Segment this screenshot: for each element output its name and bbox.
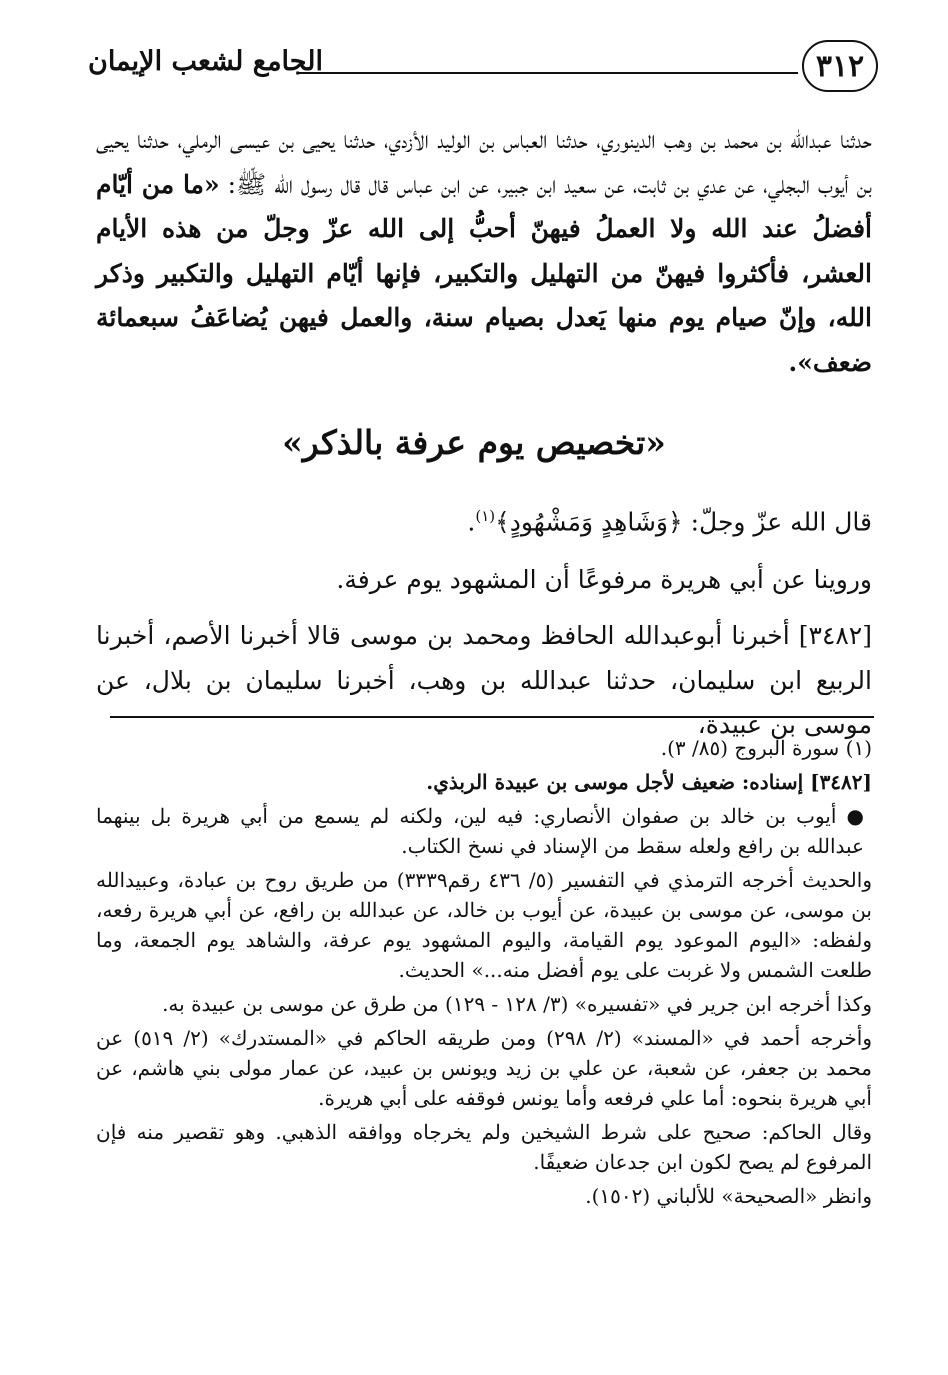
footnote-ref: (١) — [475, 507, 496, 525]
verse-end: . — [467, 507, 476, 537]
header-rule — [298, 72, 798, 74]
main-paragraph — [96, 118, 872, 385]
hadith-matn: «ما من أيّام أفضلُ عند الله ولا العملُ فيهنّ أحبُّ إلى الله عزّ وجلّ من هذه الأيام العشر، فأكثروا فيهنّ من التهليل والتكبير، فإنها أيّام التهليل والتكبير وذكر الله، وإنّ صيام يوم منها يَعدل بصيام سنة، والعمل فيهن يُضاعَفُ سبعمائة ضعف». — [96, 169, 872, 377]
hadith-number: [٣٤٨٢] — [798, 621, 872, 650]
narration-line: وروينا عن أبي هريرة مرفوعًا أن المشهود يوم عرفة. — [336, 565, 872, 594]
section-title: «تخصيص يوم عرفة بالذكر» — [282, 423, 666, 462]
footnote-item: ● أيوب بن خالد بن صفوان الأنصاري: فيه لين، ولكنه لم يسمع من أبي هريرة بل بينهما عبدالله بن رافع ولعله سقط من الإسناد في نسخ الكتاب. — [96, 804, 864, 858]
footnote-separator — [110, 716, 874, 718]
verse-intro: قال الله عزّ وجلّ: — [682, 507, 872, 537]
book-title: الجامع لشعب الإيمان — [88, 46, 323, 77]
verse-line — [96, 494, 872, 544]
footnote-item: وانظر «الصحيحة» للألباني (١٥٠٢). — [585, 1184, 872, 1208]
footnotes — [96, 733, 872, 1215]
hadith-chain: أخبرنا أبوعبدالله الحافظ ومحمد بن موسى قالا أخبرنا الأصم، أخبرنا الربيع ابن سليمان، حدثنا عبدالله بن وهب، أخبرنا سليمان بن بلال، عن موسى بن عبيدة، — [96, 621, 872, 739]
footnote-item: (١) سورة البروج (٨٥/ ٣). — [660, 736, 872, 760]
running-header — [88, 40, 878, 98]
isnad-chain: حدثنا عبدالله بن محمد بن وهب الدينوري، حدثنا العباس بن الوليد الأزدي، حدثنا يحيى بن عيسى الرملي، حدثنا يحيى بن أيوب البجلي، عن عدي بن ثابت، عن سعيد ابن جبير، عن ابن عباس قال قال رسول الله ﷺ: — [96, 125, 872, 199]
page-number: ٣١٢ — [802, 40, 878, 92]
footnote-item: [٣٤٨٢] إسناده: ضعيف لأجل موسى بن عبيدة الربذي. — [426, 770, 872, 794]
footnote-item: وأخرجه أحمد في «المسند» (٢/ ٢٩٨) ومن طريقه الحاكم في «المستدرك» (٢/ ٥١٩) عن محمد بن جعفر، عن شعبة، عن علي بن زيد ويونس بن عبيد، عن عمار مولى بني هاشم، عن أبي هريرة بنحوه: أما علي فرفعه وأما يونس فوقفه على أبي هريرة. — [96, 1026, 872, 1110]
hadith-entry — [96, 614, 872, 748]
footnote-item: وقال الحاكم: صحيح على شرط الشيخين ولم يخرجاه ووافقه الذهبي. وهو تقصير منه فإن المرفوع لم يصح لكون ابن جدعان ضعيفًا. — [96, 1120, 872, 1174]
footnote-item: وكذا أخرجه ابن جرير في «تفسيره» (٣/ ١٢٨ - ١٢٩) من طرق عن موسى بن عبيدة به. — [162, 992, 872, 1016]
footnote-item: والحديث أخرجه الترمذي في التفسير (٥/ ٤٣٦ رقم٣٣٣٩) من طريق روح بن عبادة، وعبيدالله بن موسى، عن موسى بن عبيدة، عن أيوب بن خالد، عن عبدالله بن رافع، عن أبي هريرة رفعه، ولفظه: «اليوم الموعود يوم القيامة، واليوم المشهود يوم عرفة، والشاهد يوم الجمعة، وما طلعت الشمس ولا غربت على يوم أفضل منه...» الحديث. — [96, 868, 872, 982]
quran-verse: ﴿وَشَاهِدٍ وَمَشْهُودٍ﴾ — [495, 507, 683, 537]
